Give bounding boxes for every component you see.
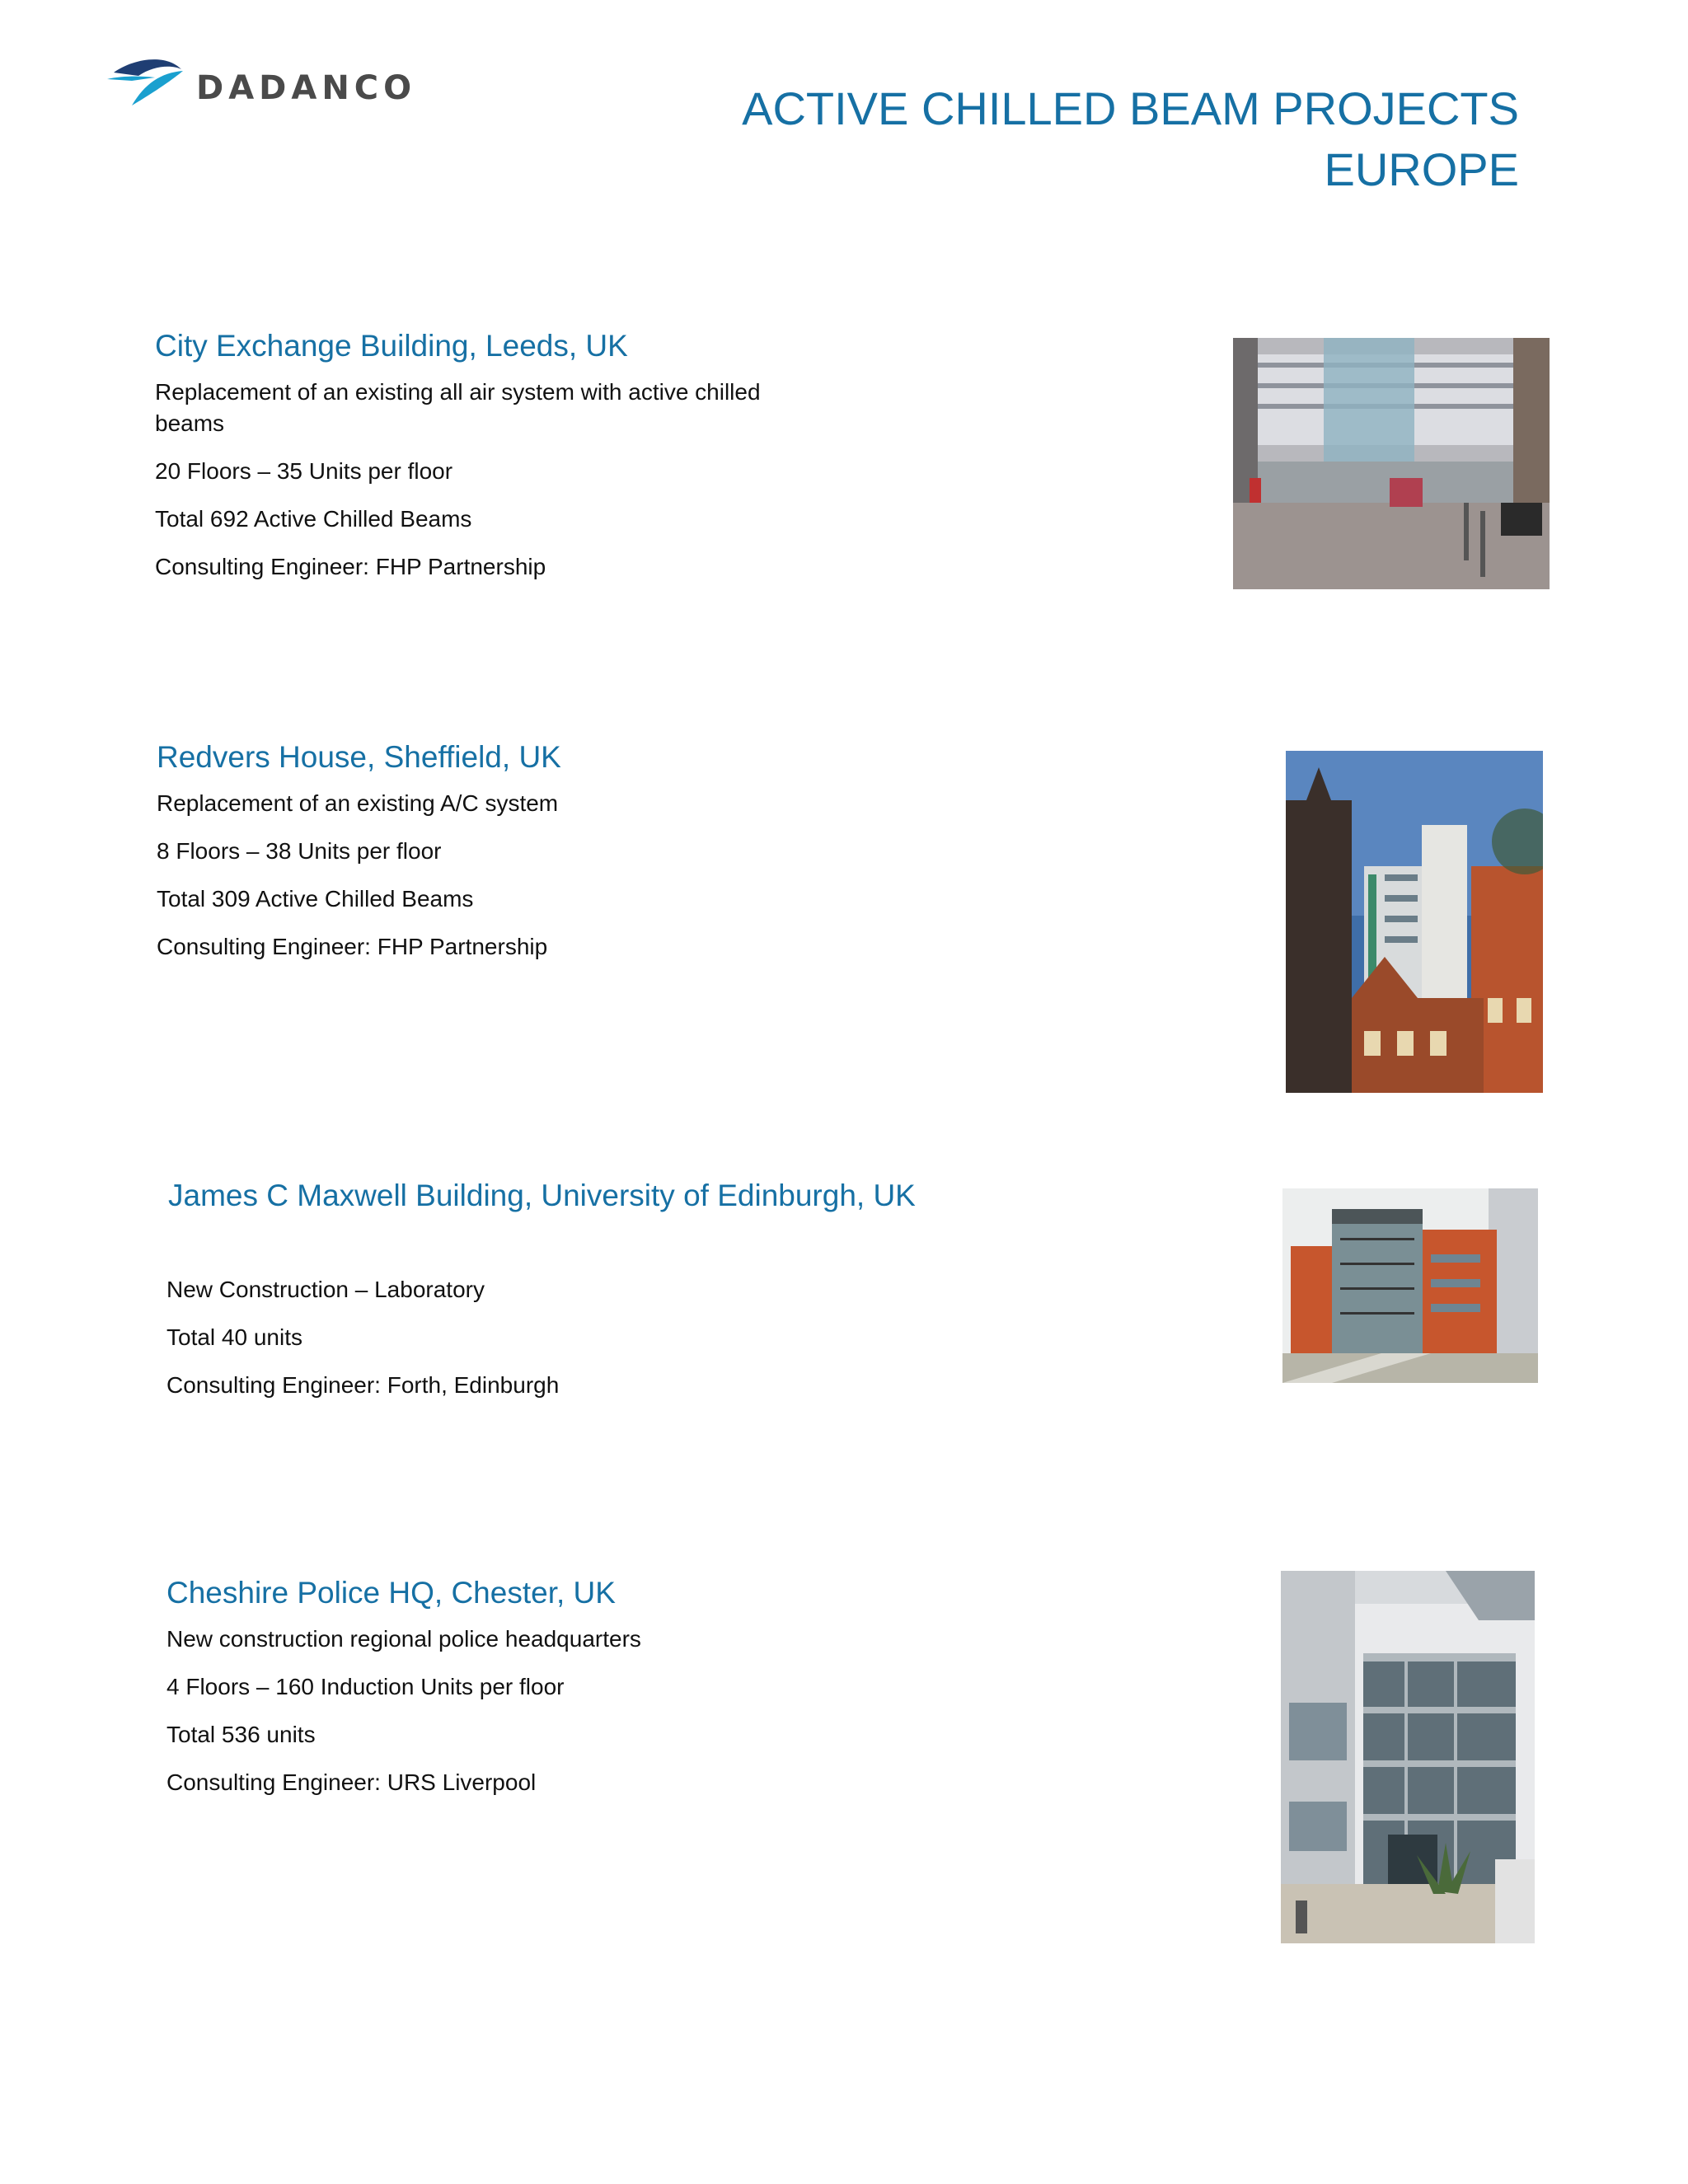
- project-floors: 8 Floors – 38 Units per floor: [157, 838, 442, 864]
- project-title: Cheshire Police HQ, Chester, UK: [166, 1576, 616, 1610]
- dadanco-logo: [107, 51, 470, 109]
- project-cheshire-police-hq: [166, 1574, 908, 1798]
- project-total: Total 309 Active Chilled Beams: [157, 886, 474, 912]
- project-total: Total 40 units: [166, 1324, 302, 1350]
- project-description: New Construction – Laboratory: [166, 1277, 485, 1302]
- project-total: Total 692 Active Chilled Beams: [155, 506, 472, 532]
- project-engineer: Consulting Engineer: FHP Partnership: [155, 554, 546, 579]
- project-engineer: Consulting Engineer: FHP Partnership: [157, 934, 548, 959]
- project-description: Replacement of an existing all air system with active chilled beams: [155, 379, 761, 436]
- project-total: Total 536 units: [166, 1722, 316, 1747]
- project-title: City Exchange Building, Leeds, UK: [155, 329, 628, 363]
- city-exchange-photo: [1233, 338, 1550, 589]
- project-description: Replacement of an existing A/C system: [157, 790, 559, 816]
- project-title: Redvers House, Sheffield, UK: [157, 740, 561, 774]
- project-city-exchange: [155, 327, 814, 583]
- project-description: New construction regional police headquarters: [166, 1626, 641, 1652]
- james-c-maxwell-photo: [1282, 1188, 1538, 1383]
- project-title: James C Maxwell Building, University of Edinburgh, UK: [168, 1179, 916, 1212]
- page-title: [695, 78, 1519, 200]
- brand-name: DADANCO: [196, 69, 417, 107]
- dadanco-swoosh-icon: [107, 51, 190, 109]
- project-redvers-house: [157, 738, 816, 963]
- cheshire-police-hq-photo: [1281, 1571, 1535, 1943]
- project-floors: 20 Floors – 35 Units per floor: [155, 458, 453, 484]
- redvers-house-photo: [1286, 751, 1543, 1093]
- project-james-c-maxwell: [168, 1177, 992, 1401]
- page-title-line-1: ACTIVE CHILLED BEAM PROJECTS: [742, 82, 1519, 134]
- project-floors: 4 Floors – 160 Induction Units per floor: [166, 1674, 565, 1699]
- project-engineer: Consulting Engineer: URS Liverpool: [166, 1769, 537, 1795]
- project-engineer: Consulting Engineer: Forth, Edinburgh: [166, 1372, 560, 1398]
- page-title-line-2: EUROPE: [1324, 143, 1519, 195]
